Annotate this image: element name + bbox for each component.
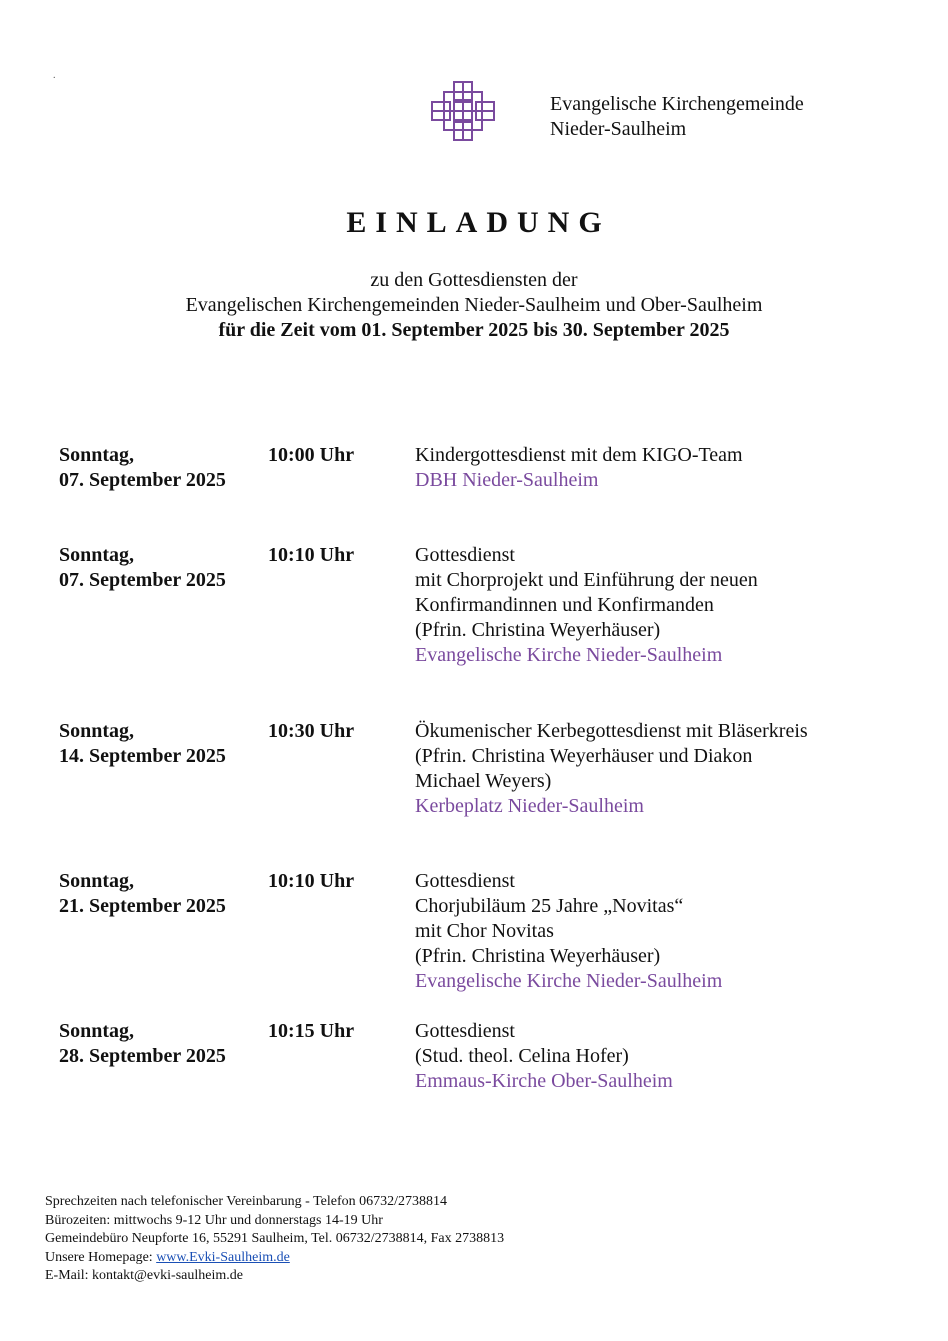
service-time: 10:10 Uhr [268,544,355,566]
service-description [415,719,935,819]
footer-homepage [45,1249,504,1268]
service-description-line: Konfirmandinnen und Konfirmanden [415,594,714,616]
service-date-value: 28. September 2025 [59,1045,226,1067]
service-description-line: Gottesdienst [415,1020,515,1042]
service-date-value: 07. September 2025 [59,569,226,591]
service-location: Evangelische Kirche Nieder-Saulheim [415,970,723,992]
service-location: Kerbeplatz Nieder-Saulheim [415,795,644,817]
service-location: DBH Nieder-Saulheim [415,469,599,491]
service-time: 10:10 Uhr [268,870,355,892]
service-date [59,869,226,919]
service-description-line: Gottesdienst [415,544,515,566]
homepage-label: Unsere Homepage: [45,1249,157,1265]
org-name-line1: Evangelische Kirchengemeinde [550,93,804,115]
service-time: 10:30 Uhr [268,720,355,742]
service-description-line: (Pfrin. Christina Weyerhäuser und Diakon [415,745,753,767]
service-description-line: Ökumenischer Kerbegottesdienst mit Bläserkreis [415,720,808,742]
page-title: EINLADUNG [346,206,611,239]
service-description-line: (Pfrin. Christina Weyerhäuser) [415,619,661,641]
subtitle-line1: zu den Gottesdiensten der [370,269,578,291]
service-description-line: Michael Weyers) [415,770,552,792]
homepage-link[interactable]: www.Evki-Saulheim.de [156,1249,290,1265]
corner-dot: . [53,70,56,81]
org-name-line2: Nieder-Saulheim [550,118,687,140]
subtitle-line2: Evangelischen Kirchengemeinden Nieder-Saulheim und Ober-Saulheim [185,294,763,316]
service-date [59,719,226,769]
footer-address: Gemeindebüro Neupforte 16, 55291 Saulheim, Tel. 06732/2738814, Fax 2738813 [45,1231,505,1246]
service-date [59,1019,226,1069]
service-description-line: Kindergottesdienst mit dem KIGO-Team [415,444,743,466]
service-weekday: Sonntag, [59,720,135,742]
service-date-value: 07. September 2025 [59,469,226,491]
service-weekday: Sonntag, [59,870,135,892]
service-date [59,543,226,593]
service-date [59,443,226,493]
subtitle [0,268,948,343]
service-description [415,1019,935,1094]
organization-name [550,92,804,142]
service-description-line: mit Chorprojekt und Einführung der neuen [415,569,758,591]
service-description-line: (Pfrin. Christina Weyerhäuser) [415,945,661,967]
service-weekday: Sonntag, [59,444,135,466]
service-weekday: Sonntag, [59,544,135,566]
service-date-value: 21. September 2025 [59,895,226,917]
service-description-line: mit Chor Novitas [415,920,554,942]
cross-grid-logo-icon [428,80,498,142]
service-description-line: Gottesdienst [415,870,515,892]
service-description-line: (Stud. theol. Celina Hofer) [415,1045,629,1067]
footer-email: E-Mail: kontakt@evki-saulheim.de [45,1268,243,1283]
footer-contact-info [45,1193,504,1286]
service-description [415,869,935,994]
footer-office-hours: Bürozeiten: mittwochs 9-12 Uhr und donnerstags 14-19 Uhr [45,1212,383,1228]
subtitle-line3: für die Zeit vom 01. September 2025 bis 30. September 2025 [218,319,730,341]
footer-office-hours-note: Sprechzeiten nach telefonischer Vereinbarung - Telefon 06732/2738814 [45,1194,448,1209]
service-time: 10:15 Uhr [268,1020,355,1042]
service-location: Emmaus-Kirche Ober-Saulheim [415,1070,673,1092]
service-description-line: Chorjubiläum 25 Jahre „Novitas“ [415,895,684,917]
service-time: 10:00 Uhr [268,444,355,466]
service-description [415,543,935,668]
service-date-value: 14. September 2025 [59,745,226,767]
service-description [415,443,935,493]
service-location: Evangelische Kirche Nieder-Saulheim [415,644,723,666]
service-weekday: Sonntag, [59,1020,135,1042]
